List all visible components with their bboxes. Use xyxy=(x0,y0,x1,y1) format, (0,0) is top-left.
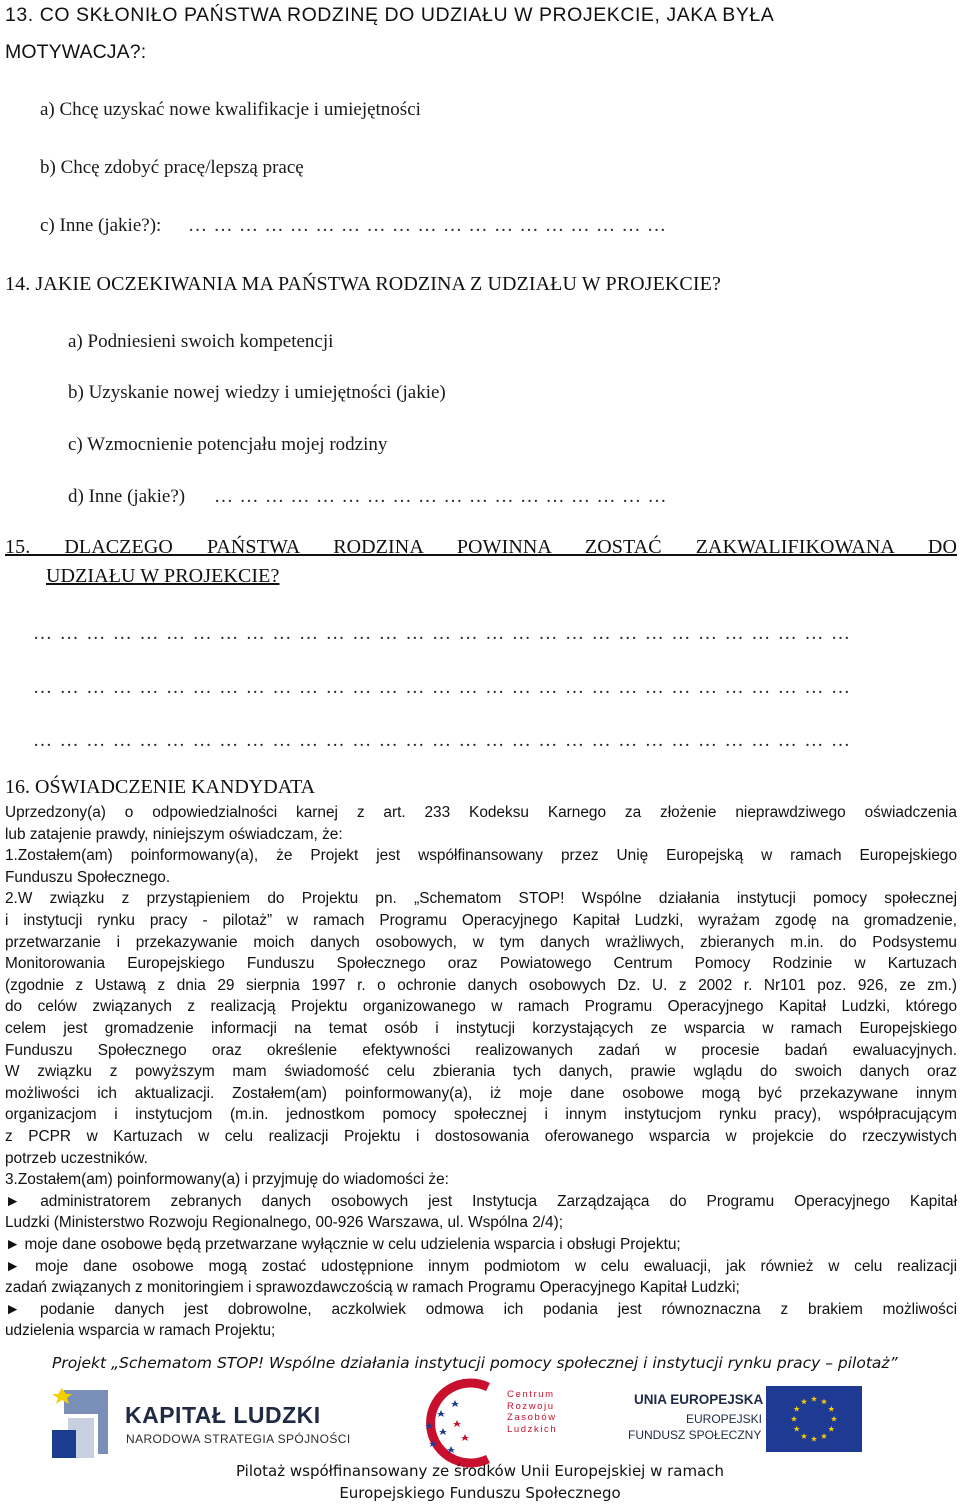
crzl-line-1: Centrum xyxy=(507,1389,555,1400)
project-title: Projekt „Schematom STOP! Wspólne działania instytucji pomocy społecznej i instytucji rynku pracy – pilotaż” xyxy=(52,1354,898,1372)
eu-logo xyxy=(626,1386,916,1462)
declaration-line: potrzeb uczestników. xyxy=(5,1149,148,1167)
q14-option-b: b) Uzyskanie nowej wiedzy i umiejętności (jakie) xyxy=(68,382,446,403)
q13-title-line1: 13. CO SKŁONIŁO PAŃSTWA RODZINĘ DO UDZIAŁU W PROJEKCIE, JAKA BYŁA xyxy=(5,4,775,26)
declaration-line: (zgodnie z Ustawą z dnia 29 sierpnia 1997 r. o ochronie danych osobowych Dz. U. z 2002 r. Nr101 poz. 926, ze zm.) xyxy=(5,976,957,994)
crzl-line-2: Rozwoju xyxy=(507,1400,555,1412)
declaration-line: i instytucji rynku pracy - pilotaż” w ramach Programu Operacyjnego Kapitał Ludzki, wyrażam zgodę na gromadzenie, xyxy=(5,912,957,929)
crzl-line-4: Ludzkich xyxy=(507,1423,558,1435)
crzl-logo xyxy=(418,1377,568,1469)
declaration-line: zadań związanych z monitoringiem i sprawozdawczością w ramach Programu Operacyjnego Kapitał Ludzki; xyxy=(5,1279,740,1297)
declaration-line: ► administratorem zebranych danych osobowych jest Instytucja Zarządzająca do Programu Operacyjnego Kapitał xyxy=(5,1192,957,1210)
declaration-line: 2.W związku z przystąpieniem do Projektu pn. „Schematom STOP! Wspólne działania instytucji pomocy społecznej xyxy=(5,890,957,908)
declaration-line: Ludzki (Ministerstwo Rozwoju Regionalnego, 00-926 Warszawa, ul. Wspólna 2/4); xyxy=(5,1214,564,1232)
declaration-line: organizacjom i instytucjom (m.in. jednostkom pomocy społecznej i innym instytucjom rynku pracy), współpracującym xyxy=(5,1106,957,1124)
declaration-line: celem jest gromadzenie informacji na temat osób i instytucji korzystających ze wsparcia w ramach Europejskiego xyxy=(5,1020,957,1037)
kapital-ludzki-subtitle: NARODOWA STRATEGIA SPÓJNOŚCI xyxy=(126,1432,351,1446)
declaration-line: do celów związanych z realizacją Projektu organizowanego w ramach Programu Operacyjnego Kapitał Ludzki, którego xyxy=(5,998,957,1016)
declaration-line: ► moje dane osobowe mogą zostać udostępnione innym podmiotom w celu ewaluacji, jak również w celu realizacji xyxy=(5,1257,957,1275)
cofinancing-line2: Europejskiego Funduszu Społecznego xyxy=(339,1484,621,1502)
q14-option-a: a) Podniesieni swoich kompetencji xyxy=(68,331,334,352)
crzl-line-3: Zasobów xyxy=(507,1412,557,1423)
q16-title: 16. OŚWIADCZENIE KANDYDATA xyxy=(5,776,316,798)
declaration-line: ► moje dane osobowe będą przetwarzane wyłącznie w celu udzielenia wsparcia i obsługi Projektu; xyxy=(5,1236,681,1253)
q13-option-b: b) Chcę zdobyć pracę/lepszą pracę xyxy=(40,157,304,178)
eu-fund-line1: EUROPEJSKI xyxy=(686,1412,763,1426)
q15-answer-line-3[interactable]: ………………………………………………………………………………… xyxy=(33,730,858,751)
q13-option-a: a) Chcę uzyskać nowe kwalifikacje i umiejętności xyxy=(40,99,421,120)
declaration-line: 1.Zostałem(am) poinformowany(a), że Projekt jest współfinansowany przez Unię Europejską w ramach Europejskiego xyxy=(5,847,957,865)
q13-title-line2: MOTYWACJA?: xyxy=(5,41,147,63)
declaration-line: 3.Zostałem(am) poinformowany(a) i przyjmuję do wiadomości że: xyxy=(5,1171,449,1189)
crzl-stars-icon xyxy=(418,1377,510,1469)
declaration-line: z PCPR w Kartuzach w celu realizacji Projektu i dostosowania oferowanego wsparcia w projekcie do rzeczywistych xyxy=(5,1128,957,1145)
declaration-line: Funduszu Społecznego oraz określenie efektywności realizowanych zadań w procesie badań ewaluacyjnych. xyxy=(5,1041,957,1059)
eu-fund-line2: FUNDUSZ SPOŁECZNY xyxy=(628,1428,762,1442)
q15-answer-line-2[interactable]: ………………………………………………………………………………… xyxy=(33,677,858,698)
declaration-line: Funduszu Społecznego. xyxy=(5,868,171,886)
kapital-ludzki-emblem-icon xyxy=(46,1384,116,1462)
q15-answer-line-1[interactable]: ………………………………………………………………………………… xyxy=(33,623,858,644)
declaration-line: przetwarzanie i przekazywanie moich danych osobowych, w tym danych wrażliwych, zbieranych m.in. do Podsystemu xyxy=(5,933,957,951)
q14-option-c: c) Wzmocnienie potencjału mojej rodziny xyxy=(68,434,388,455)
declaration-line: udzielenia wsparcia w ramach Projektu; xyxy=(5,1322,276,1340)
declaration-line: Monitorowania Europejskiego Funduszu Społecznego oraz Powiatowego Centrum Pomocy Rodzinie w Kartuzach xyxy=(5,955,957,973)
cofinancing-line1: Pilotaż współfinansowany ze środków Unii Europejskiej w ramach xyxy=(235,1462,725,1480)
declaration-line: lub zatajenie prawdy, niniejszym oświadczam, że: xyxy=(5,825,343,843)
declaration-line: Uprzedzony(a) o odpowiedzialności karnej z art. 233 Kodeksu Karnego za złożenie nieprawdziwego oświadczenia xyxy=(5,804,957,821)
q14-answer-dots[interactable]: ……………………………………………… xyxy=(214,486,673,507)
declaration-line: W związku z powyższym mam świadomość celu zbierania tych danych, prawie wglądu do swoich danych oraz xyxy=(5,1063,957,1081)
q13-option-c: c) Inne (jakie?): xyxy=(40,215,162,236)
q14-title: 14. JAKIE OCZEKIWANIA MA PAŃSTWA RODZINA Z UDZIAŁU W PROJEKCIE? xyxy=(5,273,721,295)
declaration-line: możliwości ich aktualizacji. Zostałem(am) poinformowany(a), iż moje dane osobowe mogą być przekazywane innym xyxy=(5,1084,957,1102)
declaration-line: ► podanie danych jest dobrowolne, aczkolwiek odmowa ich podania jest równoznaczna z brakiem możliwości xyxy=(5,1300,957,1318)
kapital-ludzki-title: KAPITAŁ LUDZKI xyxy=(125,1402,321,1428)
q15-title-line1-text: 15. DLACZEGO PAŃSTWA RODZINA POWINNA ZOSTAĆ ZAKWALIFIKOWANA DO xyxy=(5,536,957,558)
kapital-ludzki-logo xyxy=(46,1384,351,1462)
q14-option-d: d) Inne (jakie?) xyxy=(68,486,186,507)
q15-title-line1 xyxy=(5,536,957,559)
eu-title: UNIA EUROPEJSKA xyxy=(634,1392,764,1407)
q13-answer-dots[interactable]: ………………………………………………… xyxy=(188,215,673,236)
eu-flag-icon xyxy=(766,1386,862,1452)
q15-title-line2: UDZIAŁU W PROJEKCIE? xyxy=(46,565,280,587)
crzl-name xyxy=(507,1389,557,1435)
